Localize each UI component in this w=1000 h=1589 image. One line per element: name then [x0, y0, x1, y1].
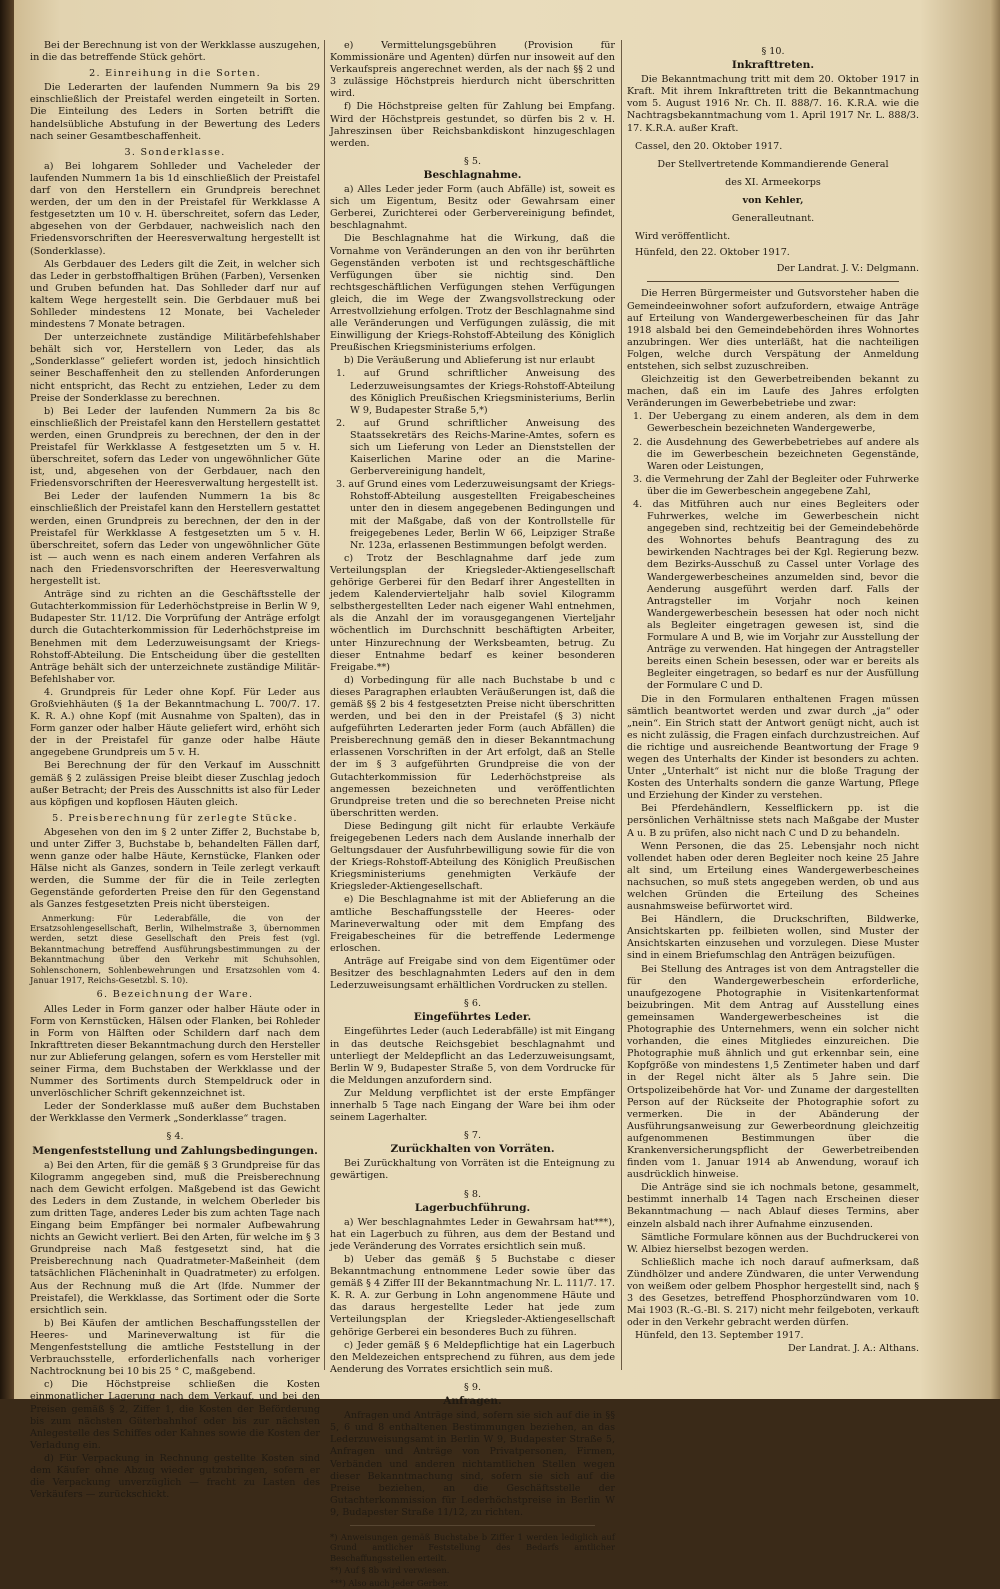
list-item: 1. auf Grund schriftlicher Anweisung des Lederzuweisungsamtes der Kriegs-Rohstoff-Abteilung des Königlich Preußischen Kriegsministeriums, Berlin W 9, Budapester Straße 5,*)	[336, 368, 615, 416]
paragraph: Die Bekanntmachung tritt mit dem 20. Oktober 1917 in Kraft. Mit ihrem Inkrafttreten tritt die Bekanntmachung vom 5. August 1916 Nr. Ch. II. 888/7. 16. K.R.A. wie die Nachtragsbekanntmachung vom 1. April 1917 Nr. L. 888/3. 17. K.R.A. außer Kraft.	[627, 74, 919, 134]
column-2	[330, 40, 615, 1589]
paragraph: Abgesehen von den im § 2 unter Ziffer 2, Buchstabe b, und unter Ziffer 3, Buchstabe b, behandelten Fällen darf, wenn ganze oder halbe Häute, Kernstücke, Flanken oder Hälse nicht als Ganzes, sondern in Teile zerlegt verkauft werden, die Summe der für die in Teile zerlegten Gegenstände geforderten Preise den für den Gegenstand als Ganzes festgesetzten Preis nicht übersteigen.	[30, 826, 320, 911]
list-item: 2. auf Grund schriftlicher Anweisung des Staatssekretärs des Reichs-Marine-Amtes, sofern es sich um Lieferung von Leder an Dienststellen der Kaiserlichen Marine oder an die Marine-Gerbervereinigung handelt,	[336, 417, 615, 478]
publication-note: Wird veröffentlicht.	[635, 231, 731, 243]
annotation-note: Anmerkung: Für Lederabfälle, die von der Ersatzsohlengesellschaft, Berlin, Wilhelmstraße 3, übernommen werden, setzt diese Gesellschaft den Preis fest (vgl. Bekanntmachung betreffend Ausführungsbestimmungen zu der Bekanntmachung über den Verkehr mit Schuhsohlen, Sohlenschonern, Sohlenbewehrungen und Ersatzsohlen vom 4. Januar 1917, Reichs-Gesetzbl. S. 10).	[30, 912, 320, 985]
section-heading: Zurückhalten von Vorräten.	[390, 1143, 555, 1156]
paragraph: Die in den Formularen enthaltenen Fragen müssen sämtlich beantwortet werden und zwar durch „ja“ oder „nein“. Ein Strich statt der Antwort genügt nicht, auch ist es nicht zulässig, die Fragen einfach durchzustreichen. Auf die richtige und ausreichende Beantwortung der Frage 9 wegen des Unterhalts der Kinder ist besonders zu achten. Unter „Unterhalt“ ist nicht nur die bloße Tragung der Kosten des Unterhalts sondern die ganze Wartung, Pflege und Erziehung der Kinder zu verstehen.	[627, 693, 919, 802]
paragraph: Bei Zurückhaltung von Vorräten ist die Enteignung zu gewärtigen.	[330, 1158, 615, 1182]
paragraph: 4. Grundpreis für Leder ohne Kopf. Für Leder aus Großviehhäuten (§ 1a der Bekanntmachung L. 700/7. 17. K. R. A.) ohne Kopf (mit Ausnahme von Spalten), das in Form ganzer oder halber Häute geliefert wird, erhöht sich der in der Preistafel für ganze oder halbe Häute angegebene Grundpreis um 5 v. H.	[30, 686, 320, 759]
section-title-bezeichnung: 6. Bezeichnung der Ware.	[96, 989, 254, 1001]
paragraph: Gleichzeitig ist den Gewerbetreibenden bekannt zu machen, daß ein im Laufe des Jahres erfolgten Veränderungen im Gewerbebetriebe und zwar:	[627, 374, 919, 410]
footnote-divider	[350, 1525, 595, 1526]
list-item: 3. die Vermehrung der Zahl der Begleiter oder Fuhrwerke über die im Gewerbeschein angegebene Zahl,	[633, 473, 919, 497]
paragraph: Die Anträge sind sie ich nochmals betone, gesammelt, bestimmt innerhalb 14 Tagen nach Erscheinen dieser Bekanntmachung — nach Ablauf dieses Termins, aber einzeln alsbald nach ihrer Aufnahme einzusenden.	[627, 1182, 919, 1230]
signature-line: Der Landrat. J. V.: Delgmann.	[776, 263, 919, 275]
list-item: 3. auf Grund eines vom Lederzuweisungsamt der Kriegs-Rohstoff-Abteilung ausgestellten Freigabescheines unter den in diesem angegebenen Bedingungen und mit der Maßgabe, daß von der Kontrollstelle für freigegebenes Leder, Berlin W 66, Leipziger Straße Nr. 123a, erlassenen Bestimmungen befolgt werden.	[336, 479, 615, 551]
paragraph: c) Die Höchstpreise schließen die Kosten einmonatlicher Lagerung nach dem Verkauf, und bei den Preisen gemäß § 2, Ziffer 1, die Kosten der Beförderung bis zum nächsten Güterbahnhof oder bis zur nächsten Anlegestelle des Schiffes oder Kahnes sowie die Kosten der Verladung ein.	[30, 1379, 320, 1451]
section-divider	[647, 281, 899, 282]
section-number: § 6.	[464, 998, 481, 1010]
paragraph: Die Herren Bürgermeister und Gutsvorsteher haben die Gemeindeeinwohner sofort aufzufordern, etwaige Anträge auf Erteilung von Wandergewerbescheinen für das Jahr 1918 alsbald bei den Gemeindebehörden ihres Wohnortes anzubringen. Wer dies unterläßt, hat die nachteiligen Folgen, welche durch Verspätung der Anmeldung entstehen, sich selbst zuzuschreiben.	[627, 288, 919, 372]
paragraph: Bei Stellung des Antrages ist von dem Antragsteller die für den Wandergewerbeschein erforderliche, unaufgezogene Photographie in Visitenkartenformat beizubringen. Mit dem Antrag auf Ausstellung eines gemeinsamen Wandergewerbescheines ist die Photographie des Unternehmers, wenn ein solcher nicht vorhanden, die eines Mitgliedes einzureichen. Die Photographie muß ähnlich und gut erkennbar sein, eine Kopfgröße von mindestens 1,5 Zentimeter haben und darf in der Regel nicht älter als 5 Jahre sein. Die Ortspolizeibehörde hat Vor- und Zuname der dargestellten Person auf der Rückseite der Photographie sofort zu vermerken. Die in der Abänderung der Ausführungsanweisung zur Gewerbeordnung gleichzeitig aufgenommenen Bestimmungen über die Krankenversicherungspflicht der Gewerbetreibenden finden vom 1. Januar 1914 ab Anwendung, worauf ich ausdrücklich hinweise.	[627, 963, 919, 1181]
column-1	[30, 40, 320, 1502]
paragraph: a) Bei den Arten, für die gemäß § 3 Grundpreise für das Kilogramm angegeben sind, muß die Preisberechnung nach dem Gewicht erfolgen. Maßgebend ist das Gewicht des Leders in dem Zustande, in welchem Oberleder bis zum dritten Tage, anderes Leder bis zum achten Tage nach Eingang beim Empfänger bei normaler Aufbewahrung nichts an Gewicht verliert. Bei den Arten, für welche im § 3 Grundpreise nach Maß festgesetzt sind, hat die Preisberechnung nach Quadratmeter-Maßeinheit (dem tatsächlichen Flächeninhalt in Quadratmeter) zu erfolgen. Aus der Rechnung muß die Art (lfde. Nummer der Preistafel), die Werkklasse, das Sortiment oder die Sorte ersichtlich sein.	[30, 1159, 320, 1316]
paragraph: a) Bei lohgarem Sohlleder und Vacheleder der laufenden Nummern 1a bis 1d einschließlich der Preistafel darf von den Herstellern ein Grundpreis berechnet werden, der um den in der Preistafel für Werkklasse A festgesetzten um 10 v. H. überschreitet, sofern das Leder, abgesehen von der Gerbdauer, nachweislich nach den Friedensvorschriften der Heeresverwaltung hergestellt ist (Sonderklasse).	[30, 160, 320, 257]
paragraph: Anträge sind zu richten an die Geschäftsstelle der Gutachterkommission für Lederhöchstpreise in Berlin W 9, Budapester Str. 11/12. Die Vorprüfung der Anträge erfolgt durch die Gutachterkommission für Lederhöchstpreise im Benehmen mit dem Lederzuweisungsamt der Kriegs-Rohstoff-Abteilung. Die Entscheidung über die gestellten Anträge behält sich der unterzeichnete zuständige Militär-Befehlshaber vor.	[30, 589, 320, 685]
section-number: § 4.	[166, 1131, 184, 1143]
section-title-zerlegte-stuecke: 5. Preisberechnung für zerlegte Stücke.	[52, 812, 298, 824]
paragraph: Diese Bedingung gilt nicht für erlaubte Verkäufe freigegebenen Leders nach dem Auslande innerhalb der Geltungsdauer der Ausfuhrbewilligung sowie für die von der Kriegs-Rohstoff-Abteilung des Königlich Preußischen Kriegsministeriums genehmigten Verkäufe der Kriegsleder-Aktiengesellschaft.	[330, 820, 615, 893]
place-date: Hünfeld, den 13. September 1917.	[635, 1330, 804, 1342]
section-heading: Inkrafttreten.	[731, 59, 815, 72]
section-heading: Eingeführtes Leder.	[413, 1011, 532, 1024]
paragraph: c) Jeder gemäß § 6 Meldepflichtige hat ein Lagerbuch den Meldezeichen entsprechend zu führen, aus dem jede Aenderung des Vorrates ersichtlich sein muß.	[330, 1339, 615, 1375]
section-number: § 5.	[464, 155, 481, 167]
intro-paragraph: Bei der Berechnung ist von der Werkklasse auszugehen, in die das betreffende Stück gehört.	[30, 40, 320, 64]
paragraph: b) Bei Leder der laufenden Nummern 2a bis 8c einschließlich der Preistafel kann den Herstellern gestattet werden, einen Grundpreis zu berechnen, der den in der Preistafel für Werkklasse A festgesetzten um 5 v. H. überschreitet, sofern das Leder von ungewöhnlicher Güte ist, und, abgesehen von der Gerbdauer, nach den Friedensvorschriften der Heeresverwaltung hergestellt ist.	[30, 405, 320, 490]
section-number: § 8.	[464, 1188, 481, 1200]
signatory-name: von Kehler,	[742, 194, 804, 206]
paragraph: c) Trotz der Beschlagnahme darf jede zum Verteilungsplan der Kriegsleder-Aktiengesellschaft gehörige Gerberei für den Bedarf ihrer Angestellten in jedem Kalendervierteljahr halb soviel Kilogramm selbsthergestellten Leder nach eigener Wahl entnehmen, als die Anzahl der im vorausgegangenen Vierteljahr wöchentlich im Durchschnitt beschäftigten Arbeiter, unter Hinzurechnung der Werksbeamten, betrug. Zu dieser Entnahme bedarf es keiner besonderen Freigabe.**)	[330, 552, 615, 673]
paragraph: Schließlich mache ich noch darauf aufmerksam, daß Zündhölzer und andere Zündwaren, die unter Verwendung von weißem oder gelbem Phosphor hergestellt sind, nach § 3 des Gesetzes, betreffend Phosphorzündwaren vom 10. Mai 1903 (R.-G.-Bl. S. 217) nicht mehr feilgeboten, verkauft oder in den Verkehr gebracht werden dürfen.	[627, 1256, 919, 1329]
paragraph: Bei Berechnung der für den Verkauf im Ausschnitt gemäß § 2 zulässigen Preise bleibt dieser Zuschlag jedoch außer Betracht; der Preis des Ausschnitts ist also für Leder aus köpfigen und kopflosen Häuten gleich.	[30, 760, 320, 808]
authority-line: Der Stellvertretende Kommandierende General	[657, 158, 889, 170]
paragraph: b) Ueber das gemäß § 5 Buchstabe c dieser Bekanntmachung entnommene Leder sowie über das gemäß § 4 Ziffer III der Bekanntmachung Nr. L. 111/7. 17. K. R. A. zur Gerbung in Lohn angenommene Häute und das daraus hergestellte Leder hat jede zum Verteilungsplan der Kriegsleder-Aktiengesellschaft gehörige Gerberei ein besonderes Buch zu führen.	[330, 1254, 615, 1338]
paragraph: Anfragen und Anträge sind, sofern sie sich auf die in §§ 5, 6 und 8 enthaltenen Bestimmungen beziehen, an das Lederzuweisungsamt in Berlin W 9, Budapester Straße 5, Anfragen und Anträge von Privatpersonen, Firmen, Verbänden und anderen nichtamtlichen Stellen wegen dieser Bekanntmachung sind, sofern sie sich auf die Preise beziehen, an die Geschäftsstelle der Gutachterkommission für Lederhöchstpreise in Berlin W 9, Budapester Straße 11/12, zu richten.	[330, 1410, 615, 1518]
footnote: **) Auf § 8b wird verwiesen.	[330, 1565, 450, 1576]
paragraph: b) Die Veräußerung und Ablieferung ist nur erlaubt	[344, 355, 595, 367]
paragraph: d) Vorbedingung für alle nach Buchstabe b und c dieses Paragraphen erlaubten Veräußerungen ist, daß die gemäß §§ 2 bis 4 festgesetzten Preise nicht überschritten werden, und bei den in der Preistafel (§ 3) nicht aufgeführten Lederarten jeder Form (auch Abfällen) die Preisberechnung gemäß den in dieser Bekanntmachung erlassenen Vorschriften in der Art erfolgt, daß an Stelle der im § 3 aufgeführten Grundpreise die von der Gutachterkommission für Lederhöchstpreise als angemessen bezeichneten und veröffentlichten Grundpreise treten und die so berechneten Preise nicht überschritten werden.	[330, 674, 615, 819]
section-title-einreihung: 2. Einreihung in die Sorten.	[89, 68, 261, 80]
paragraph: Bei Pferdehändlern, Kesselflickern pp. ist die persönlichen Verhältnisse stets nach Maßgabe der Muster A u. B zu prüfen, also nicht nach C und D zu behandeln.	[627, 803, 919, 839]
place-date: Hünfeld, den 22. Oktober 1917.	[635, 247, 790, 259]
signature-line: Der Landrat. J. A.: Althans.	[787, 1343, 919, 1355]
place-date: Cassel, den 20. Oktober 1917.	[635, 140, 783, 152]
paragraph: d) Für Verpackung in Rechnung gestellte Kosten sind dem Käufer ohne Abzug wieder gutzubringen, sofern er die Verpackung unverzüglich — fracht zu Lasten des Verkäufers — zurückschickt.	[30, 1452, 320, 1501]
paragraph: a) Wer beschlagnahmtes Leder in Gewahrsam hat***), hat ein Lagerbuch zu führen, aus dem der Bestand und jede Veränderung des Vorrates ersichtlich sein muß.	[330, 1216, 615, 1252]
section-heading: Mengenfeststellung und Zahlungsbedingungen.	[32, 1144, 318, 1157]
paragraph: Bei Händlern, die Druckschriften, Bildwerke, Ansichtskarten pp. feilbieten wollen, sind Muster der Ansichtskarten einzusehen und vorzulegen. Diese Muster sind in einem Briefumschlag den Anträgen beizufügen.	[627, 914, 919, 962]
column-3	[627, 40, 919, 1357]
section-title-sonderklasse: 3. Sonderklasse.	[124, 146, 226, 158]
paragraph: e) Die Beschlagnahme ist mit der Ablieferung an die amtliche Beschaffungsstelle der Heeres- oder Marineverwaltung oder mit dem Empfang des Freigabescheines für die betreffende Ledermenge erloschen.	[330, 894, 615, 954]
footnote: *) Anweisungen gemäß Buchstabe b Ziffer 1 werden lediglich auf Grund amtlicher Feststellung des Bedarfs amtlicher Beschaffungsstellen erteilt.	[330, 1531, 615, 1563]
list-item: 4. das Mitführen auch nur eines Begleiters oder Fuhrwerkes, welche im Gewerbeschein nicht angegeben sind, rechtzeitig bei der Gemeindebehörde des Wohnortes behufs Beantragung des zu bewirkenden Nachtrages bei der Kgl. Regierung bezw. dem Bezirks-Ausschuß zu Cassel unter Vorlage des Wandergewerbescheines anzumelden sind, bevor die Aenderung ausgeführt werden darf. Falls der Antragsteller im Vorjahr noch keinen Wandergewerbeschein besessen hat oder noch nicht als Begleiter eingetragen gewesen ist, sind die Formulare A und B, wie im Vorjahr zur Ausstellung der Anträge zu verwenden. Hat hingegen der Antragsteller bereits einen Schein besessen, oder war er bereits als Begleiter eingetragen, so bedarf es nur der Ausfüllung der Formulare C und D.	[633, 499, 919, 692]
paragraph: f) Die Höchstpreise gelten für Zahlung bei Empfang. Wird der Höchstpreis gestundet, so dürfen bis 2 v. H. Jahreszinsen über Reichsbankdiskont hinzugeschlagen werden.	[330, 101, 615, 149]
paragraph: Wenn Personen, die das 25. Lebensjahr noch nicht vollendet haben oder deren Begleiter noch keine 25 Jahre alt sind, um Erteilung eines Wandergewerbescheines nachsuchen, so muß stets angegeben werden, ob und aus welchen Gründen die Erteilung des Scheines ausnahmsweise befürwortet wird.	[627, 840, 919, 913]
section-number: § 7.	[464, 1130, 481, 1142]
list-item: 2. die Ausdehnung des Gewerbebetriebes auf andere als die im Gewerbeschein bezeichneten Gegenstände, Waren oder Leistungen,	[633, 436, 919, 472]
paragraph: Der unterzeichnete zuständige Militärbefehlshaber behält sich vor, Herstellern von Leder, das als „Sonderklasse“ geliefert worden ist, jedoch hinsichtlich seiner Beschaffenheit den zu stellenden Anforderungen nicht entspricht, das Recht zu entziehen, Leder zu dem Preise der Sonderklasse zu berechnen.	[30, 332, 320, 404]
section-heading: Anfragen.	[443, 1395, 502, 1408]
paragraph: Alles Leder in Form ganzer oder halber Häute oder in Form von Kernstücken, Hälsen oder Flanken, bei Rohleder in Form von Hälften oder Schildern darf nach dem Inkrafttreten dieser Bekanntmachung durch den Hersteller nur zur Ablieferung gelangen, sofern es vom Hersteller mit seiner Firma, dem Buchstaben der Werkklasse und der Nummer des Sortiments durch Stempeldruck oder in unverlöschlicher Schrift gekennzeichnet ist.	[30, 1003, 320, 1100]
column-rule-2	[621, 40, 622, 1370]
signatory-rank: Generalleutnant.	[731, 213, 815, 225]
paragraph: Eingeführtes Leder (auch Lederabfälle) ist mit Eingang in das deutsche Reichsgebiet beschlagnahmt und unterliegt der Meldepflicht an das Lederzuweisungsamt, Berlin W 9, Budapester Straße 5, von dem Vordrucke für die Meldungen anzufordern sind.	[330, 1026, 615, 1086]
page-edge	[990, 0, 1000, 1399]
paragraph: Leder der Sonderklasse muß außer dem Buchstaben der Werkklasse den Vermerk „Sonderklasse“ tragen.	[30, 1101, 320, 1125]
paragraph: a) Alles Leder jeder Form (auch Abfälle) ist, soweit es sich um Eigentum, Besitz oder Gewahrsam einer Gerberei, Zurichterei oder Gerbervereinigung befindet, beschlagnahmt.	[330, 184, 615, 232]
paragraph: Zur Meldung verpflichtet ist der erste Empfänger innerhalb 5 Tage nach Eingang der Ware bei ihm oder seinem Lagerhalter.	[330, 1087, 615, 1124]
paragraph: Bei Leder der laufenden Nummern 1a bis 8c einschließlich der Preistafel kann den Herstellern gestattet werden, einen Grundpreis zu berechnen, der den in der Preistafel für Werkklasse A festgesetzten um 5 v. H. überschreitet, sofern das Leder von ungewöhnlicher Güte ist — auch wenn es nach einem anderen Verfahren als nach den Friedensvorschriften der Heeresverwaltung hergestellt ist.	[30, 491, 320, 588]
paragraph: Anträge auf Freigabe sind von dem Eigentümer oder Besitzer des beschlagnahmten Leders auf den in dem Lederzuweisungsamt erhältlichen Vordrucken zu stellen.	[330, 955, 615, 992]
footnote: ***) Also auch jeder Gerber.	[330, 1577, 449, 1588]
list-item: 1. Der Uebergang zu einem anderen, als dem in dem Gewerbeschein bezeichneten Wandergewerbe,	[633, 411, 919, 435]
section-heading: Lagerbuchführung.	[414, 1201, 531, 1214]
column-rule-1	[324, 40, 325, 1370]
page-binding	[0, 0, 14, 1399]
section-heading: Beschlagnahme.	[423, 168, 522, 181]
paragraph: Sämtliche Formulare können aus der Buchdruckerei von W. Albiez hierselbst bezogen werden.	[627, 1231, 919, 1255]
section-number: § 10.	[761, 46, 785, 57]
paragraph: Die Beschlagnahme hat die Wirkung, daß die Vornahme von Veränderungen an den von ihr berührten Gegenständen verboten ist und rechtsgeschäftliche Verfügungen über sie nichtig sind. Den rechtsgeschäftlichen Verfügungen stehen Verfügungen gleich, die im Wege der Zwangsvollstreckung oder Arrestvollziehung erfolgen. Trotz der Beschlagnahme sind alle Veränderungen und Verfügungen zulässig, die mit Einwilligung der Kriegs-Rohstoff-Abteilung des Königlich Preußischen Kriegsministeriums erfolgen.	[330, 233, 615, 354]
paragraph: b) Bei Käufen der amtlichen Beschaffungsstellen der Heeres- und Marineverwaltung ist für die Mengenfeststellung die amtliche Feststellung in der Verbrauchsstelle, erforderlichenfalls nach vorheriger Nachtrocknung bei 10 bis 25 ° C, maßgebend.	[30, 1317, 320, 1378]
section-number: § 9.	[464, 1381, 481, 1393]
authority-line: des XI. Armeekorps	[725, 176, 821, 188]
paragraph: Die Lederarten der laufenden Nummern 9a bis 29 einschließlich der Preistafel werden eingeteilt in Sorten. Die Einteilung des Leders in Sorten betrifft die handelsübliche Abstufung in der Bewertung des Leders nach seiner Gesamtbeschaffenheit.	[30, 82, 320, 142]
paragraph: Als Gerbdauer des Leders gilt die Zeit, in welcher sich das Leder in gerbstoffhaltigen Brühen (Farben), Versenken und Gruben befunden hat. Das Sohlleder darf nur auf kaltem Wege hergestellt sein. Die Gerbdauer muß bei Sohlleder mindestens 12 Monate, bei Vacheleder mindestens 7 Monate betragen.	[30, 258, 320, 331]
paragraph: e) Vermittelungsgebühren (Provision für Kommissionäre und Agenten) dürfen nur insoweit auf den Verkaufspreis angerechnet werden, als der nach §§ 2 und 3 zulässige Höchstpreis hierdurch nicht überschritten wird.	[330, 40, 615, 100]
